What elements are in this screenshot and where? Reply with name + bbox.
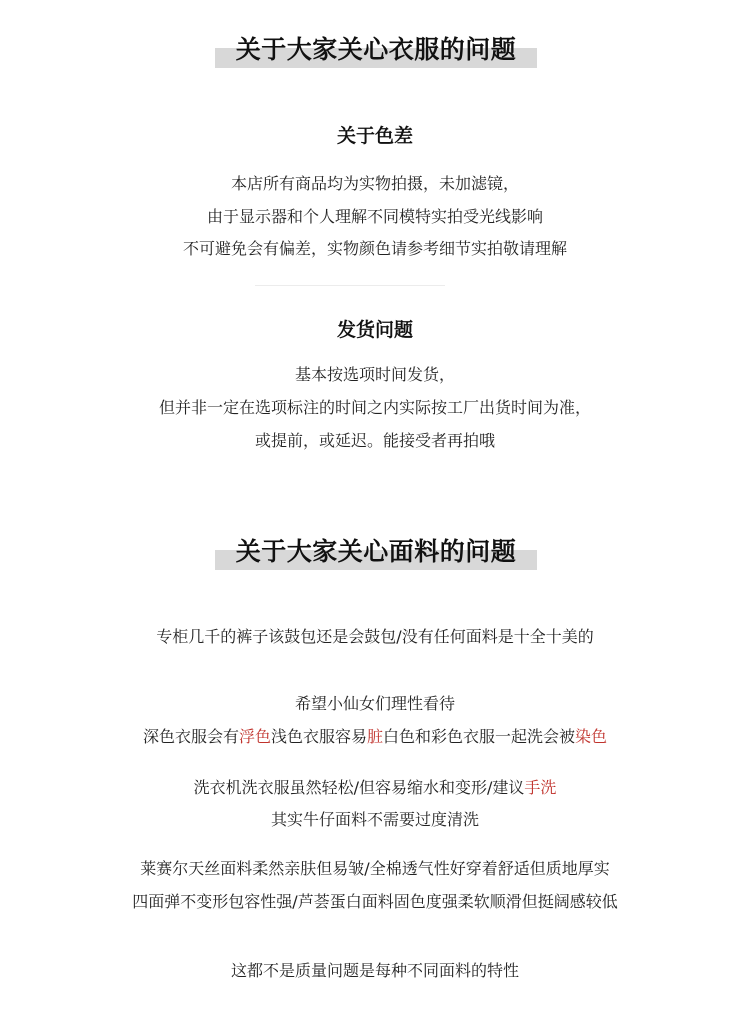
shipping-line: 或提前，或延迟。能接受者再拍哦: [254, 431, 495, 450]
shipping-heading: 发货问题: [336, 319, 413, 341]
fabric-line: 专柜几千的裤子该鼓包还是会鼓包/没有任何面料是十全十美的: [156, 627, 594, 646]
fabric-line-wash-tips: [0, 775, 750, 798]
fabric-line: 这都不是质量问题是每种不同面料的特性: [230, 961, 519, 980]
text-segment: 洗衣机洗衣服虽然轻松/但容易缩水和变形/建议: [193, 778, 525, 797]
section-banner-clothing: [215, 26, 537, 74]
color-difference-line: 由于显示器和个人理解不同模特实拍受光线影响: [206, 207, 543, 226]
color-difference-line: 不可避免会有偏差，实物颜色请参考细节实拍敬请理解: [182, 239, 567, 258]
text-segment: 白色和彩色衣服一起洗会被: [383, 727, 576, 746]
highlight-text: 脏: [367, 727, 384, 746]
section-title: 关于大家关心面料的问题: [235, 537, 517, 566]
shipping-line: 基本按选项时间发货，: [294, 365, 455, 384]
fabric-line: 其实牛仔面料不需要过度清洗: [270, 810, 479, 829]
highlight-text: 手洗: [524, 778, 557, 797]
highlight-text: 浮色: [238, 727, 271, 746]
fabric-line: 四面弹不变形包容性强/芦荟蛋白面料固色度强柔软顺滑但挺阔感较低: [132, 892, 618, 911]
fabric-line: 莱赛尔天丝面料柔然亲肤但易皱/全棉透气性好穿着舒适但质地厚实: [140, 859, 610, 878]
divider: [255, 285, 445, 286]
fabric-line-color-tips: [0, 724, 750, 747]
section-banner-fabric: [215, 528, 537, 576]
fabric-line: 希望小仙女们理性看待: [294, 694, 455, 713]
color-difference-line: 本店所有商品均为实物拍摄，未加滤镜，: [230, 174, 519, 193]
text-segment: 深色衣服会有: [142, 727, 239, 746]
section-title: 关于大家关心衣服的问题: [235, 35, 517, 64]
shipping-line: 但并非一定在选项标注的时间之内实际按工厂出货时间为准，: [158, 398, 591, 417]
text-segment: 浅色衣服容易: [270, 727, 367, 746]
highlight-text: 染色: [575, 727, 608, 746]
color-difference-heading: 关于色差: [336, 125, 413, 147]
